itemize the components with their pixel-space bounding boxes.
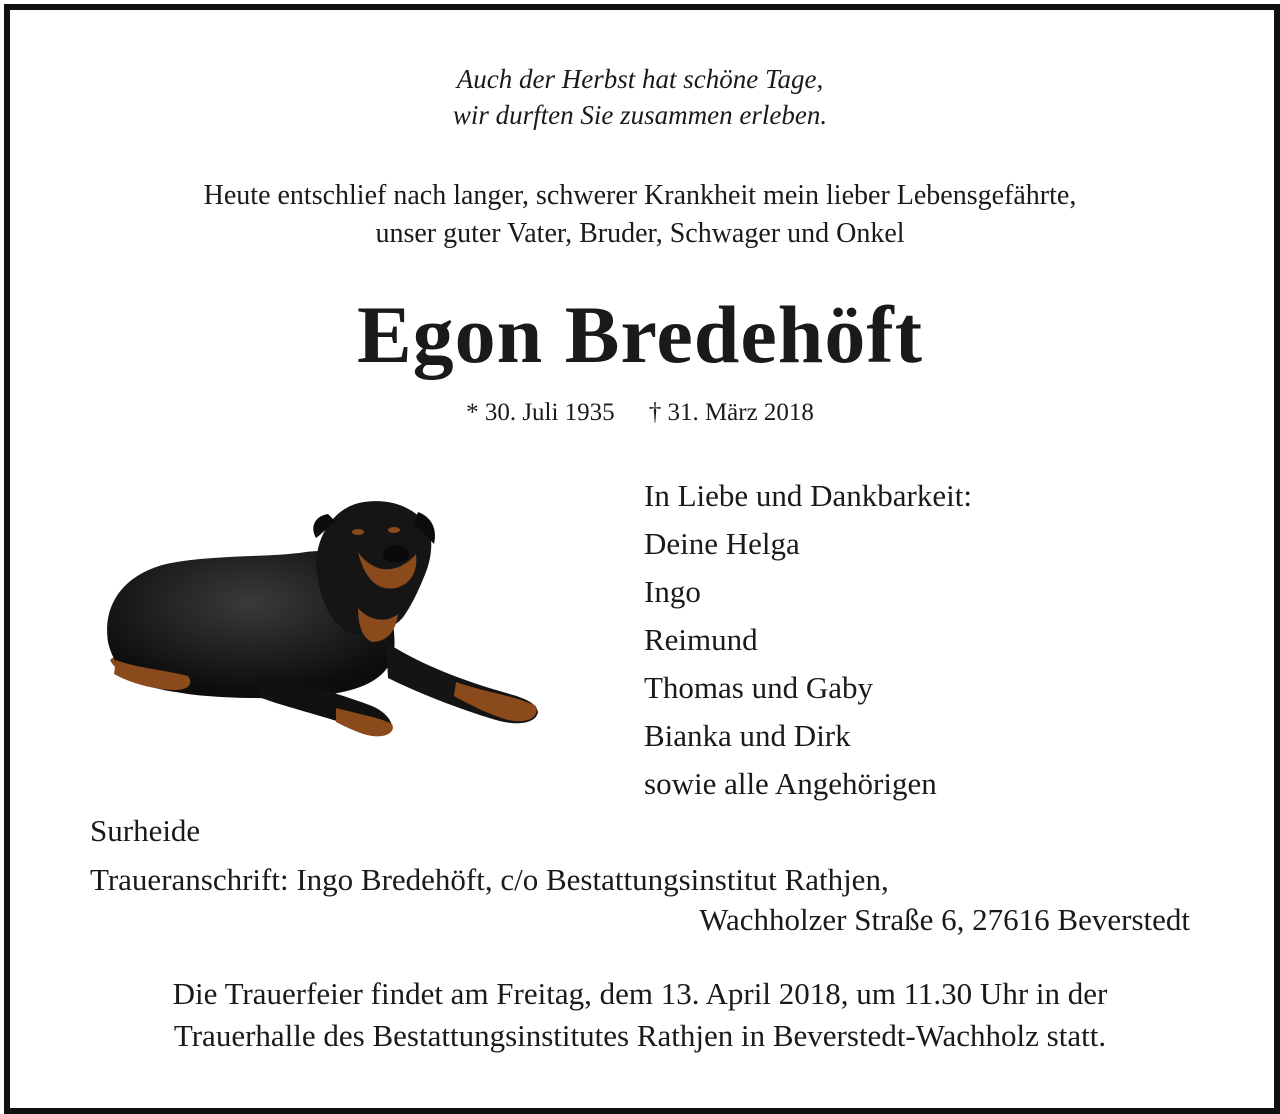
mourner-name: Bianka und Dirk	[644, 718, 851, 753]
funeral-line-1: Die Trauerfeier findet am Freitag, dem 13. April 2018, um 11.30 Uhr in der	[172, 976, 1108, 1011]
mourner-name: Deine Helga	[644, 526, 800, 561]
address-line-1: Traueranschrift: Ingo Bredehöft, c/o Bestattungsinstitut Rathjen,	[90, 862, 889, 897]
mourner-name: sowie alle Angehörigen	[644, 766, 937, 801]
funeral-line-2: Trauerhalle des Bestattungsinstitutes Rathjen in Beverstedt-Wachholz statt.	[173, 1018, 1107, 1053]
life-dates	[0, 398, 1280, 428]
address-line-2: Wachholzer Straße 6, 27616 Beverstedt	[699, 902, 1190, 937]
mourner-name: Reimund	[644, 622, 758, 657]
mourner-name: Thomas und Gaby	[644, 670, 874, 705]
intro-line-2: unser guter Vater, Bruder, Schwager und Onkel	[375, 218, 905, 249]
death-date: † 31. März 2018	[648, 399, 814, 426]
place: Surheide	[90, 813, 201, 848]
deceased-name: Egon Bredehöft	[356, 289, 924, 380]
mourners-heading: In Liebe und Dankbarkeit:	[644, 478, 972, 513]
rottweiler-image	[96, 492, 546, 742]
mourner-name: Ingo	[644, 574, 701, 609]
intro-line-1: Heute entschlief nach langer, schwerer Krankheit mein lieber Lebensgefährte,	[203, 180, 1077, 211]
motto-line-1: Auch der Herbst hat schöne Tage,	[456, 64, 824, 94]
birth-date: * 30. Juli 1935	[466, 399, 615, 426]
motto-line-2: wir durften Sie zusammen erleben.	[452, 100, 828, 130]
